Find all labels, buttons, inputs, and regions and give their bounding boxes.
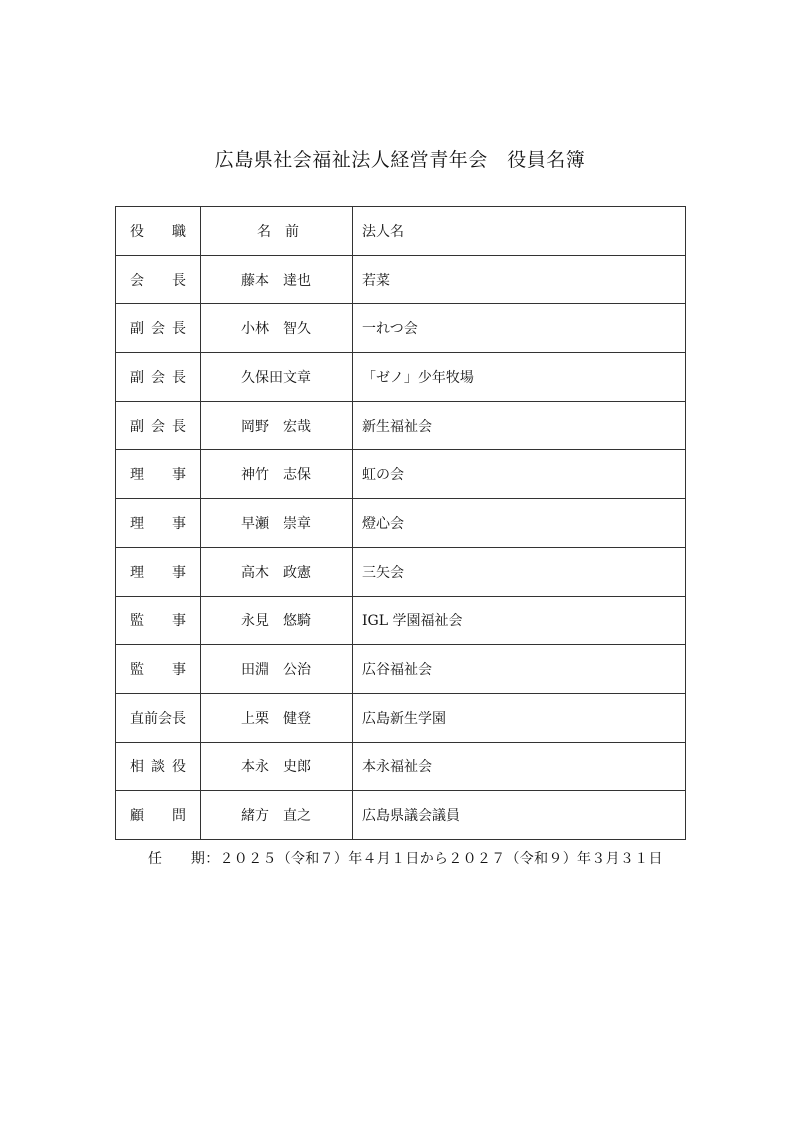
- name-cell: 藤本 達也: [201, 255, 353, 304]
- role-char: 監: [130, 613, 144, 630]
- header-role-char: 役: [130, 223, 144, 240]
- role-cell: [116, 791, 201, 840]
- role-char: 副: [130, 369, 144, 386]
- role-char: 副: [130, 418, 144, 435]
- role-char: 事: [172, 662, 186, 679]
- role-char: 相: [130, 759, 144, 776]
- table-row: [116, 693, 686, 742]
- role-char: 会: [151, 321, 165, 338]
- role-cell: [116, 450, 201, 499]
- role-char: 事: [172, 467, 186, 484]
- role-cell: [116, 401, 201, 450]
- role-char: 顧: [130, 808, 144, 825]
- roster-body: [116, 207, 686, 840]
- role-cell: [116, 304, 201, 353]
- name-cell: 岡野 宏哉: [201, 401, 353, 450]
- organization-cell: 若菜: [353, 255, 686, 304]
- organization-cell: 三矢会: [353, 547, 686, 596]
- table-row: [116, 791, 686, 840]
- role-char: 理: [130, 515, 144, 532]
- role-cell: [116, 353, 201, 402]
- table-row: [116, 645, 686, 694]
- header-org: 法人名: [353, 207, 686, 256]
- name-cell: 高木 政憲: [201, 547, 353, 596]
- role-char: 事: [172, 564, 186, 581]
- table-row: [116, 547, 686, 596]
- role-char: 長: [172, 321, 186, 338]
- header-name: 名 前: [201, 207, 353, 256]
- term-of-office: 任 期：２０２５（令和７）年４月１日から２０２７（令和９）年３月３１日: [148, 851, 663, 867]
- organization-cell: 一れつ会: [353, 304, 686, 353]
- organization-cell: 広島新生学園: [353, 693, 686, 742]
- role-char: 副: [130, 321, 144, 338]
- role-cell: [116, 255, 201, 304]
- table-row: [116, 499, 686, 548]
- organization-cell: 広島県議会議員: [353, 791, 686, 840]
- role-char: 長: [172, 418, 186, 435]
- role-cell: [116, 742, 201, 791]
- role-char: 長: [172, 272, 186, 289]
- organization-cell: 広谷福祉会: [353, 645, 686, 694]
- role-cell: [116, 645, 201, 694]
- role-char: 会: [151, 369, 165, 386]
- name-cell: 永見 悠騎: [201, 596, 353, 645]
- organization-cell: 本永福祉会: [353, 742, 686, 791]
- table-row: [116, 450, 686, 499]
- name-cell: 緒方 直之: [201, 791, 353, 840]
- role-char: 談: [151, 759, 165, 776]
- name-cell: 本永 史郎: [201, 742, 353, 791]
- role-cell: [116, 596, 201, 645]
- role-cell: [116, 499, 201, 548]
- role-char: 直前会長: [130, 710, 186, 727]
- table-row: [116, 742, 686, 791]
- organization-cell: 燈心会: [353, 499, 686, 548]
- role-char: 役: [172, 759, 186, 776]
- header-role-char: 職: [172, 223, 186, 240]
- role-char: 理: [130, 564, 144, 581]
- organization-cell: 虹の会: [353, 450, 686, 499]
- table-row: [116, 401, 686, 450]
- name-cell: 上栗 健登: [201, 693, 353, 742]
- name-cell: 小林 智久: [201, 304, 353, 353]
- role-cell: [116, 693, 201, 742]
- name-cell: 田淵 公治: [201, 645, 353, 694]
- role-char: 監: [130, 662, 144, 679]
- page-title: 広島県社会福祉法人経営青年会 役員名簿: [214, 149, 586, 171]
- role-char: 理: [130, 467, 144, 484]
- officer-roster-table: [115, 206, 686, 840]
- name-cell: 早瀬 崇章: [201, 499, 353, 548]
- table-row: [116, 353, 686, 402]
- role-char: 問: [172, 808, 186, 825]
- name-cell: 神竹 志保: [201, 450, 353, 499]
- table-row: [116, 255, 686, 304]
- role-char: 会: [130, 272, 144, 289]
- organization-cell: 「ゼノ」少年牧場: [353, 353, 686, 402]
- name-cell: 久保田文章: [201, 353, 353, 402]
- table-row: [116, 304, 686, 353]
- header-role: [116, 207, 201, 256]
- organization-cell: IGL 学園福祉会: [353, 596, 686, 645]
- role-char: 長: [172, 369, 186, 386]
- role-char: 事: [172, 515, 186, 532]
- organization-cell: 新生福祉会: [353, 401, 686, 450]
- table-row: [116, 596, 686, 645]
- role-char: 事: [172, 613, 186, 630]
- role-char: 会: [151, 418, 165, 435]
- role-cell: [116, 547, 201, 596]
- table-header-row: [116, 207, 686, 256]
